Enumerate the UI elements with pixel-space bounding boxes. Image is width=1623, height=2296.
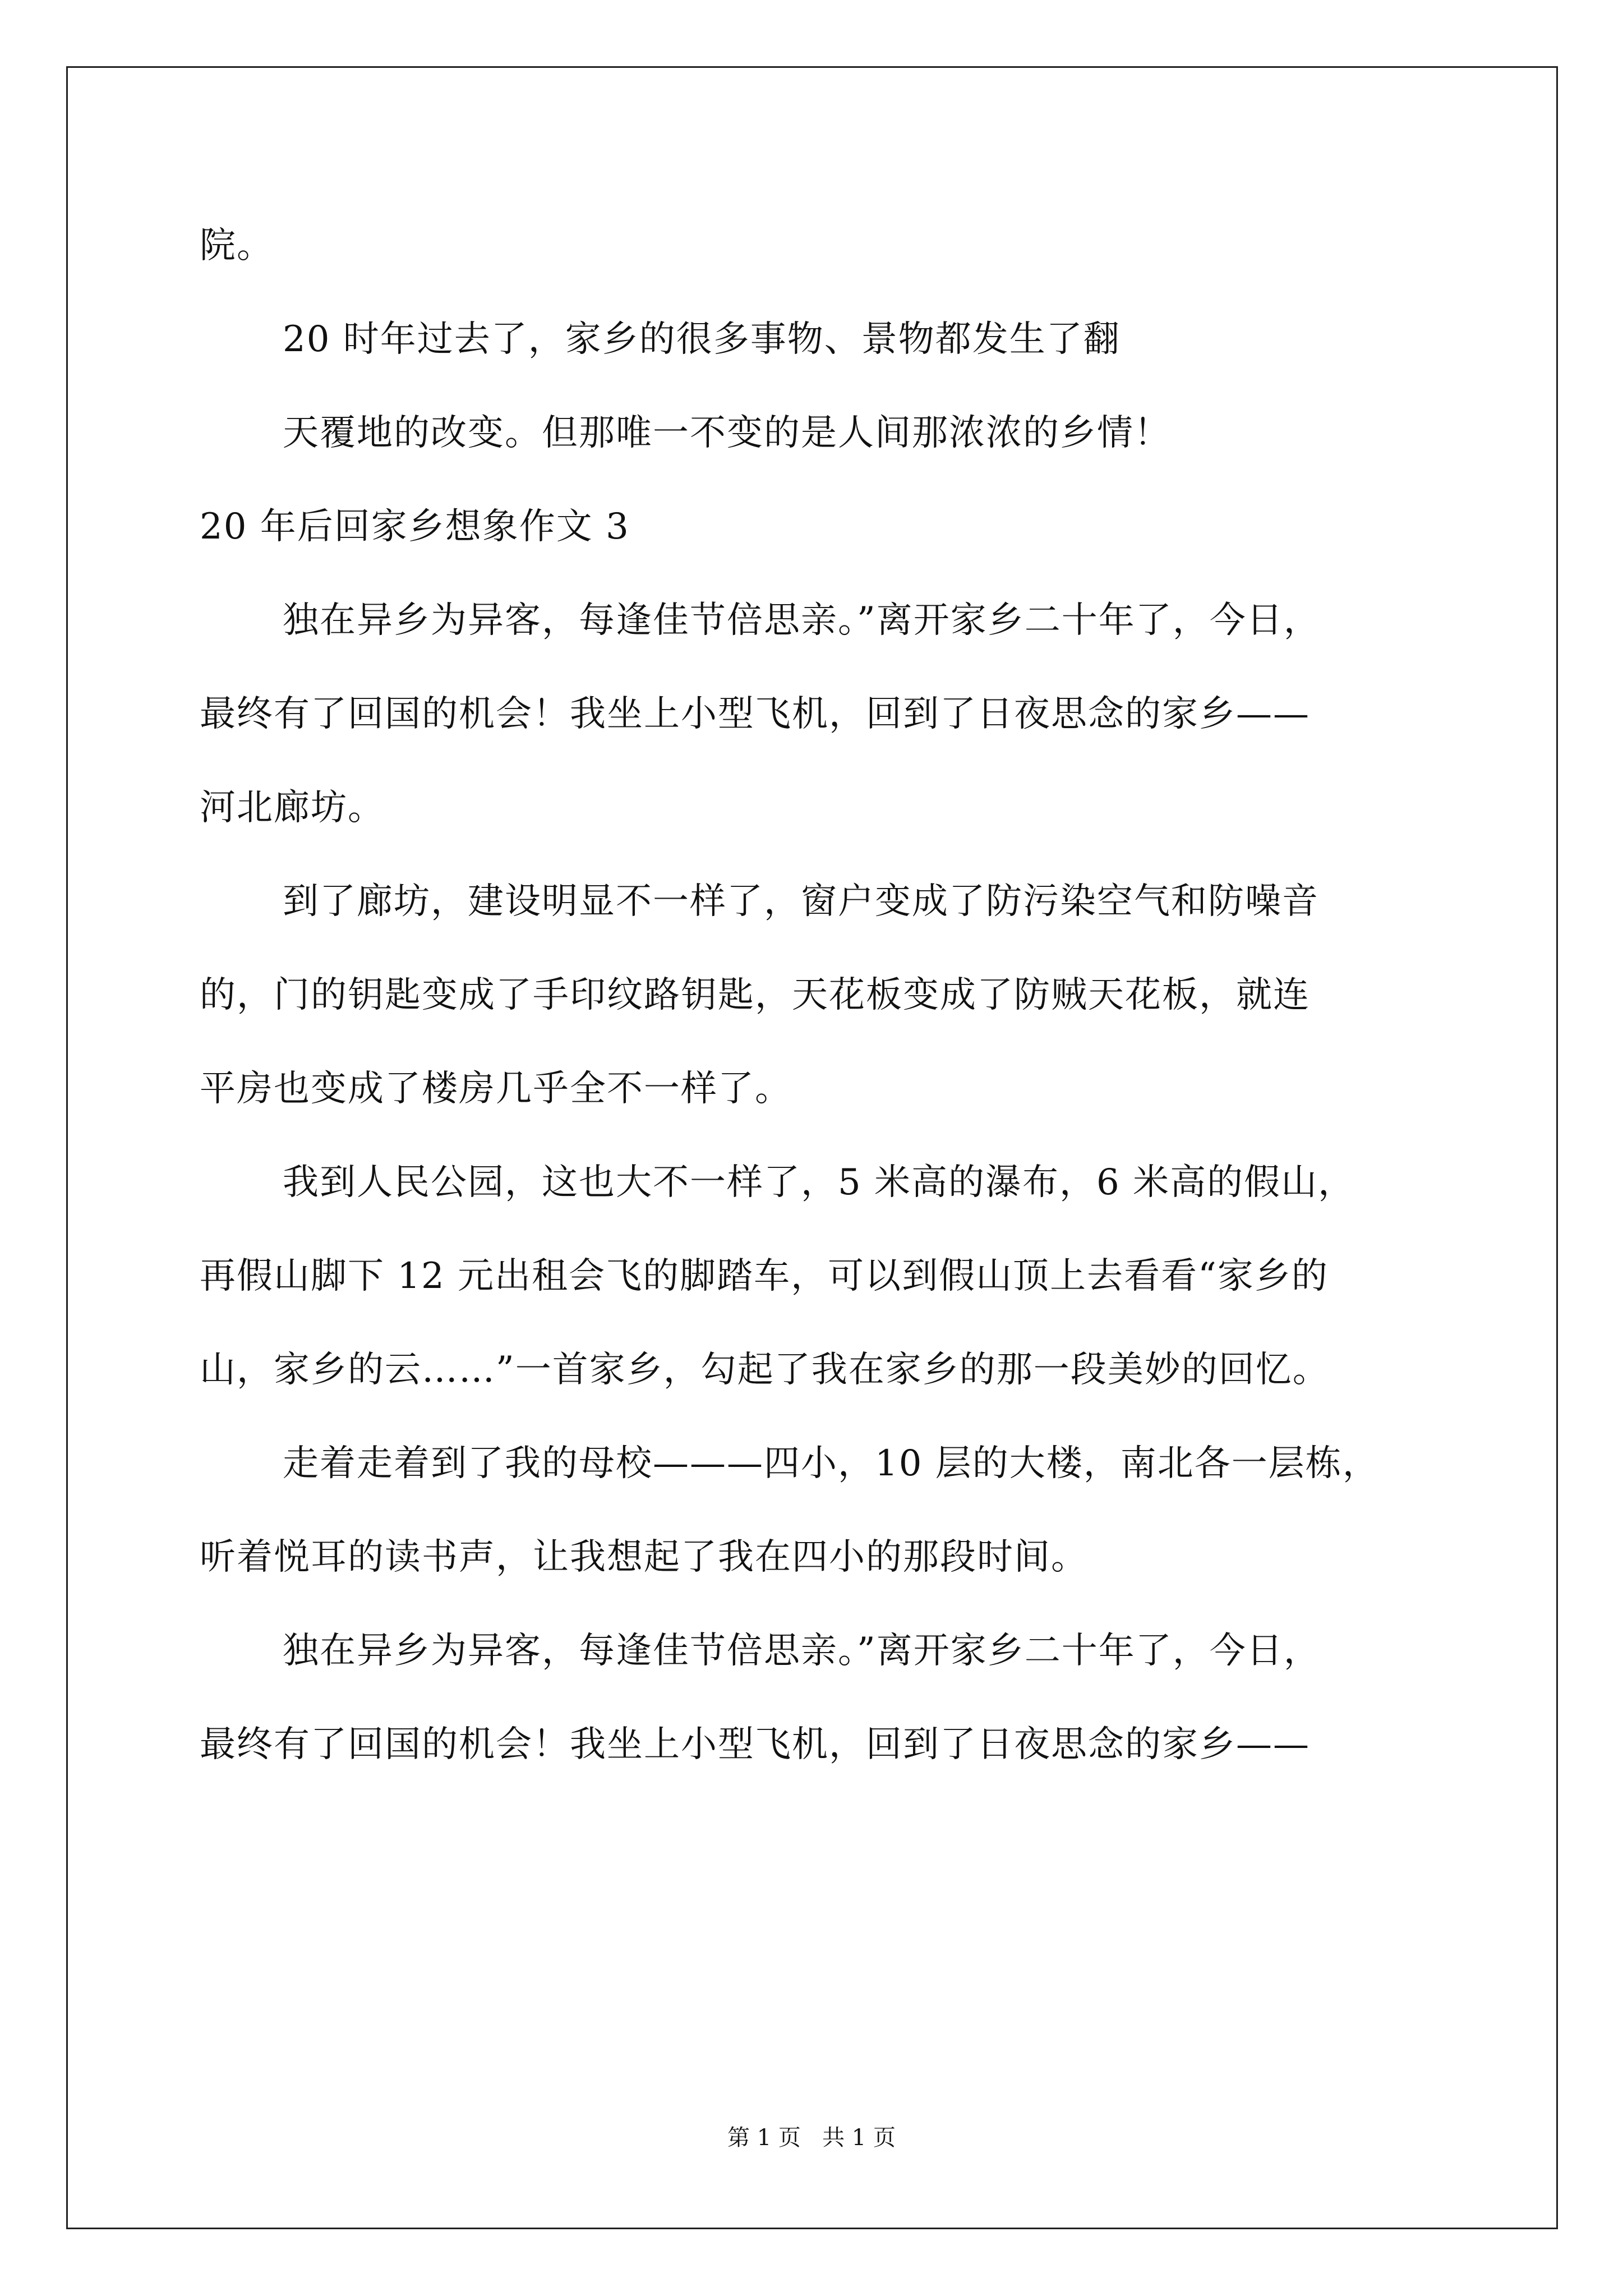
text-line: 的，门的钥匙变成了手印纹路钥匙，天花板变成了防贼天花板，就连 [200, 974, 1310, 1016]
text-line: 听着悦耳的读书声，让我想起了我在四小的那段时间。 [200, 1536, 1088, 1578]
text-line: 天覆地的改变。但那唯一不变的是人间那浓浓的乡情！ [283, 412, 1171, 454]
text-line: 走着走着到了我的母校———四小，10 层的大楼，南北各一层栋， [283, 1443, 1380, 1484]
text-line: 山，家乡的云……”一首家乡，勾起了我在家乡的那一段美妙的回忆。 [200, 1349, 1330, 1391]
text-line: 独在异乡为异客，每逢佳节倍思亲。”离开家乡二十年了，今日， [283, 1630, 1321, 1672]
page-number: 第 1 页 共 1 页 [727, 2125, 896, 2151]
text-line: 到了廊坊，建设明显不一样了，窗户变成了防污染空气和防噪音 [283, 881, 1319, 922]
text-line: 最终有了回国的机会！我坐上小型飞机，回到了日夜思念的家乡—— [200, 1724, 1310, 1765]
text-line: 再假山脚下 12 元出租会飞的脚踏车，可以到假山顶上去看看“家乡的 [200, 1255, 1329, 1297]
section-heading: 20 年后回家乡想象作文 3 [200, 506, 630, 547]
text-line: 独在异乡为异客，每逢佳节倍思亲。”离开家乡二十年了，今日， [283, 600, 1321, 641]
text-line: 最终有了回国的机会！我坐上小型飞机，回到了日夜思念的家乡—— [200, 693, 1310, 735]
text-line: 院。 [200, 225, 274, 266]
text-line: 河北廊坊。 [200, 787, 385, 829]
page-border [66, 66, 1558, 2229]
text-line: 20 时年过去了，家乡的很多事物、景物都发生了翻 [283, 319, 1121, 360]
text-line: 我到人民公园，这也大不一样了，5 米高的瀑布，6 米高的假山， [283, 1162, 1355, 1203]
text-line: 平房也变成了楼房几乎全不一样了。 [200, 1068, 792, 1110]
